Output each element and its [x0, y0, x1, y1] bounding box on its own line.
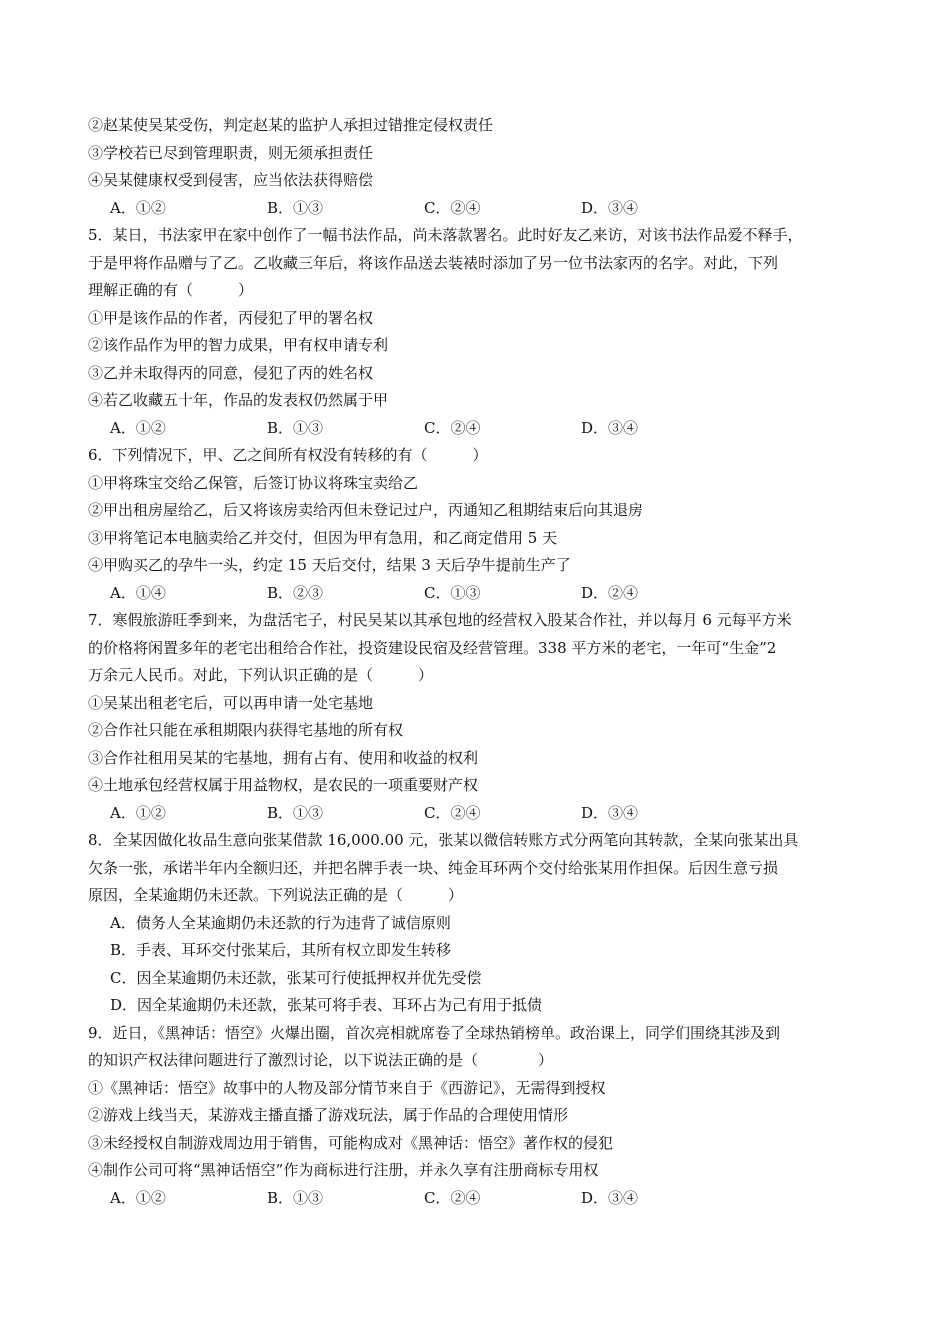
text-line: 万余元人民币。对此，下列认识正确的是（ ） [88, 666, 434, 684]
answer-option: B．②③ [267, 583, 324, 602]
text-line: 的知识产权法律问题进行了激烈讨论，以下说法正确的是（ ） [88, 1051, 554, 1069]
answer-option: B．①③ [267, 1188, 324, 1207]
choice-line: B．手表、耳环交付张某后，其所有权立即发生转移 [110, 941, 452, 959]
answer-options-row [88, 415, 868, 443]
text-line: ②赵某使吴某受伤，判定赵某的监护人承担过错推定侵权责任 [88, 116, 494, 134]
answer-option: D．③④ [581, 1188, 639, 1207]
answer-options-row [88, 195, 868, 223]
answer-option: D．③④ [581, 418, 639, 437]
text-line: 的价格将闲置多年的老宅出租给合作社，投资建设民宿及经营管理。338 平方米的老宅，一年可“生金”2 [88, 638, 777, 657]
choice-line: A．债务人全某逾期仍未还款的行为违背了诚信原则 [110, 913, 451, 932]
text-line: ④吴某健康权受到侵害，应当依法获得赔偿 [88, 171, 374, 189]
text-line: 理解正确的有（ ） [88, 281, 254, 299]
answer-option: D．③④ [581, 198, 639, 217]
text-line: ④若乙收藏五十年，作品的发表权仍然属于甲 [88, 391, 389, 409]
text-line: ④制作公司可将“黑神话悟空”作为商标进行注册，并永久享有注册商标专用权 [88, 1161, 599, 1179]
answer-option: C．②④ [424, 1188, 481, 1207]
text-line: 9．近日，《黑神话：悟空》火爆出圈，首次亮相就席卷了全球热销榜单。政治课上，同学们围绕其涉及到 [88, 1023, 781, 1042]
text-line: ③乙并未取得丙的同意，侵犯了丙的姓名权 [88, 363, 374, 382]
text-line: 8．全某因做化妆品生意向张某借款 16,000.00 元，张某以微信转账方式分两笔向其转款，全某向张某出具 [88, 831, 799, 849]
answer-option: C．②④ [424, 803, 481, 822]
text-line: ③甲将笔记本电脑卖给乙并交付，但因为甲有急用，和乙商定借用 5 天 [88, 528, 558, 547]
text-line: ②游戏上线当天，某游戏主播直播了游戏玩法，属于作品的合理使用情形 [88, 1106, 569, 1124]
text-line: 7．寒假旅游旺季到来，为盘活宅子，村民吴某以其承包地的经营权入股某合作社，并以每月 6 元每平方米 [88, 611, 792, 629]
answer-option: A．①② [110, 803, 166, 822]
answer-option: D．②④ [581, 583, 639, 602]
answer-options-row [88, 580, 868, 608]
answer-option: B．①③ [267, 803, 324, 822]
choice-line: D．因全某逾期仍未还款，张某可将手表、耳环占为己有用于抵债 [110, 996, 543, 1014]
answer-options-row [88, 800, 868, 828]
answer-option: B．①③ [267, 198, 324, 217]
text-line: ④土地承包经营权属于用益物权，是农民的一项重要财产权 [88, 776, 479, 794]
text-line: ①吴某出租老宅后，可以再申请一处宅基地 [88, 693, 374, 712]
answer-option: A．①② [110, 1188, 166, 1207]
text-line: ①《黑神话：悟空》故事中的人物及部分情节来自于《西游记》，无需得到授权 [88, 1078, 606, 1097]
answer-option: D．③④ [581, 803, 639, 822]
text-line: ①甲是该作品的作者，丙侵犯了甲的署名权 [88, 308, 374, 327]
text-line: 6．下列情况下，甲、乙之间所有权没有转移的有（ ） [88, 446, 488, 464]
text-line: 5．某日，书法家甲在家中创作了一幅书法作品，尚未落款署名。此时好友乙来访，对该书法作品爱不释手， [88, 226, 803, 244]
answer-option: C．②④ [424, 198, 481, 217]
text-line: ②合作社只能在承租期限内获得宅基地的所有权 [88, 721, 404, 739]
answer-option: A．①④ [110, 583, 166, 602]
text-line: ③合作社租用吴某的宅基地，拥有占有、使用和收益的权利 [88, 748, 479, 767]
exam-content [88, 112, 868, 1212]
answer-option: C．①③ [424, 583, 481, 602]
text-line: 于是甲将作品赠与了乙。乙收藏三年后，将该作品送去装裱时添加了另一位书法家丙的名字。对此，下列 [88, 253, 779, 272]
text-line: 原因，全某逾期仍未还款。下列说法正确的是（ ） [88, 886, 464, 904]
text-line: ②该作品作为甲的智力成果，甲有权申请专利 [88, 336, 389, 354]
text-line: ③学校若已尽到管理职责，则无须承担责任 [88, 143, 374, 162]
answer-option: B．①③ [267, 418, 324, 437]
answer-options-row [88, 1185, 868, 1213]
answer-option: A．①② [110, 418, 166, 437]
choice-line: C．因全某逾期仍未还款，张某可行使抵押权并优先受偿 [110, 968, 482, 987]
answer-option: A．①② [110, 198, 166, 217]
text-line: 欠条一张，承诺半年内全额归还，并把名牌手表一块、纯金耳环两个交付给张某用作担保。后因生意亏损 [88, 858, 779, 877]
text-line: ③未经授权自制游戏周边用于销售，可能构成对《黑神话：悟空》著作权的侵犯 [88, 1133, 614, 1152]
text-line: ①甲将珠宝交给乙保管，后签订协议将珠宝卖给乙 [88, 473, 419, 492]
text-line: ④甲购买乙的孕牛一头，约定 15 天后交付，结果 3 天后孕牛提前生产了 [88, 556, 571, 574]
answer-option: C．②④ [424, 418, 481, 437]
text-line: ②甲出租房屋给乙，后又将该房卖给丙但未登记过户，丙通知乙租期结束后向其退房 [88, 501, 644, 519]
